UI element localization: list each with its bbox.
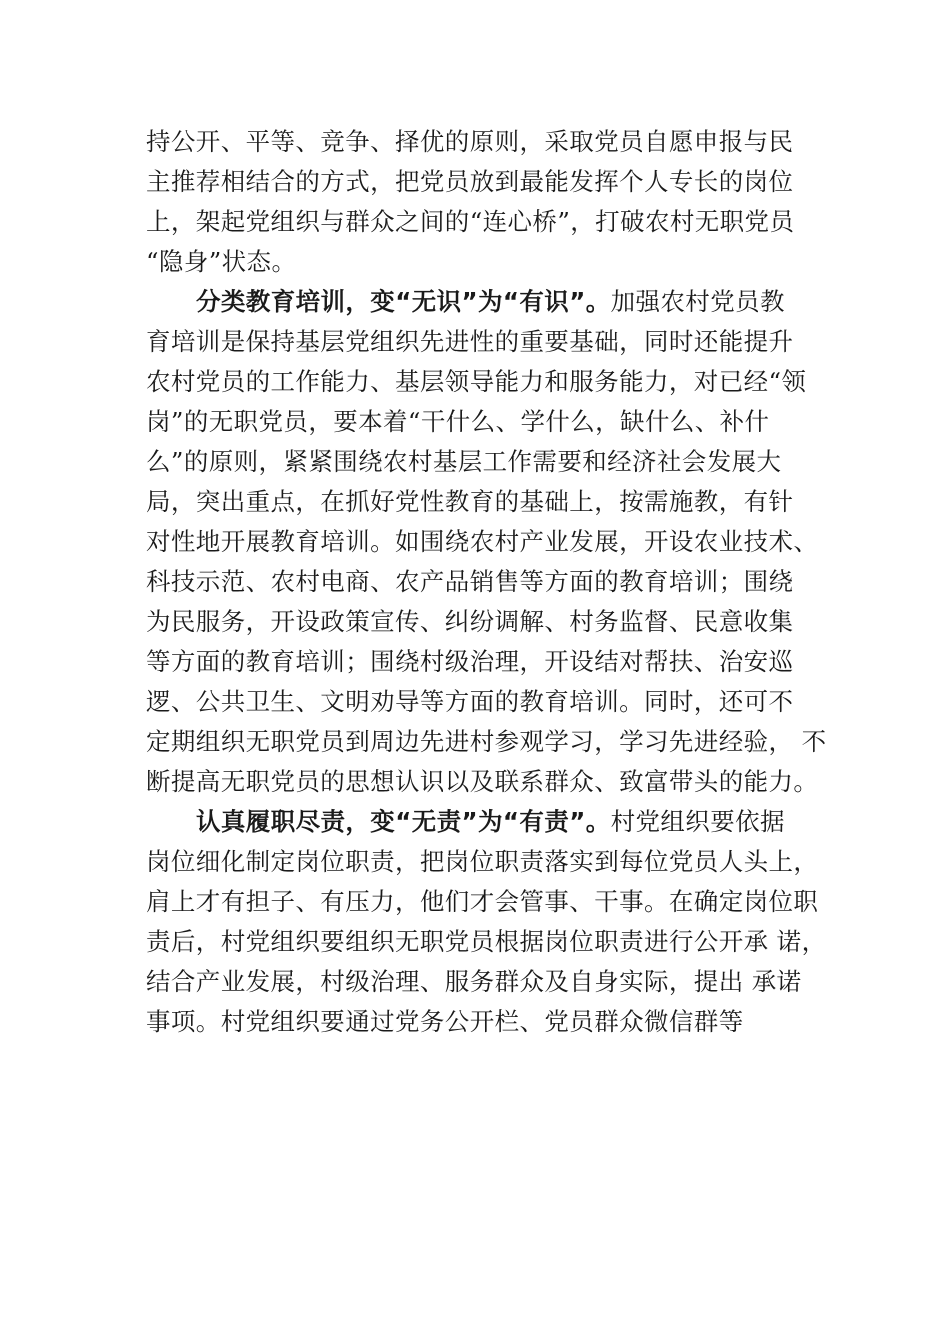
text-line: “隐身”状态。: [146, 247, 297, 276]
text-line: 结合产业发展，村级治理、服务群众及自身实际，提出 承诺: [146, 967, 802, 996]
text-line: 主推荐相结合的方式，把党员放到最能发挥个人专长的岗位: [146, 167, 794, 196]
text-line: 局，突出重点，在抓好党性教育的基础上，按需施教，有针: [146, 487, 794, 516]
text-line: 为民服务，开设政策宣传、纠纷调解、村务监督、民意收集: [146, 607, 794, 636]
section-paragraph-start: [196, 802, 785, 842]
text-line: 农村党员的工作能力、基层领导能力和服务能力，对已经“领: [146, 367, 807, 396]
text-line: 上，架起党组织与群众之间的“连心桥”，打破农村无职党员: [146, 207, 795, 236]
text-line: 逻、公共卫生、文明劝导等方面的教育培训。同时，还可不: [146, 687, 794, 716]
text-line: 肩上才有担子、有压力，他们才会管事、干事。在确定岗位职: [146, 887, 819, 916]
text-line: 么”的原则，紧紧围绕农村基层工作需要和经济社会发展大: [146, 447, 782, 476]
text-line: 持公开、平等、竞争、择优的原则，采取党员自愿申报与民: [146, 127, 794, 156]
text-line: 对性地开展教育培训。如围绕农村产业发展，开设农业技术、: [146, 527, 819, 556]
text-line: 责后，村党组织要组织无职党员根据岗位职责进行公开承 诺，: [146, 927, 827, 956]
text-line: 事项。村党组织要通过党务公开栏、党员群众微信群等: [146, 1007, 744, 1036]
text-line: 定期组织无职党员到周边先进村参观学习，学习先进经验， 不: [146, 727, 827, 756]
text-line: 科技示范、农村电商、农产品销售等方面的教育培训；围绕: [146, 567, 794, 596]
section-intro-text: 村党组织要依据: [610, 807, 785, 836]
section-heading: 认真履职尽责，变“无责”为“有责”。: [196, 807, 611, 836]
section-intro-text: 加强农村党员教: [610, 287, 785, 316]
text-line: 等方面的教育培训；围绕村级治理，开设结对帮扶、治安巡: [146, 647, 794, 676]
text-line: 岗位细化制定岗位职责，把岗位职责落实到每位党员人头上，: [146, 847, 819, 876]
text-line: 育培训是保持基层党组织先进性的重要基础，同时还能提升: [146, 327, 794, 356]
text-line: 岗”的无职党员，要本着“干什么、学什么，缺什么、补什: [146, 407, 770, 436]
section-paragraph-start: [196, 282, 785, 322]
text-line: 断提高无职党员的思想认识以及联系群众、致富带头的能力。: [146, 767, 819, 796]
section-heading: 分类教育培训，变“无识”为“有识”。: [196, 287, 611, 316]
